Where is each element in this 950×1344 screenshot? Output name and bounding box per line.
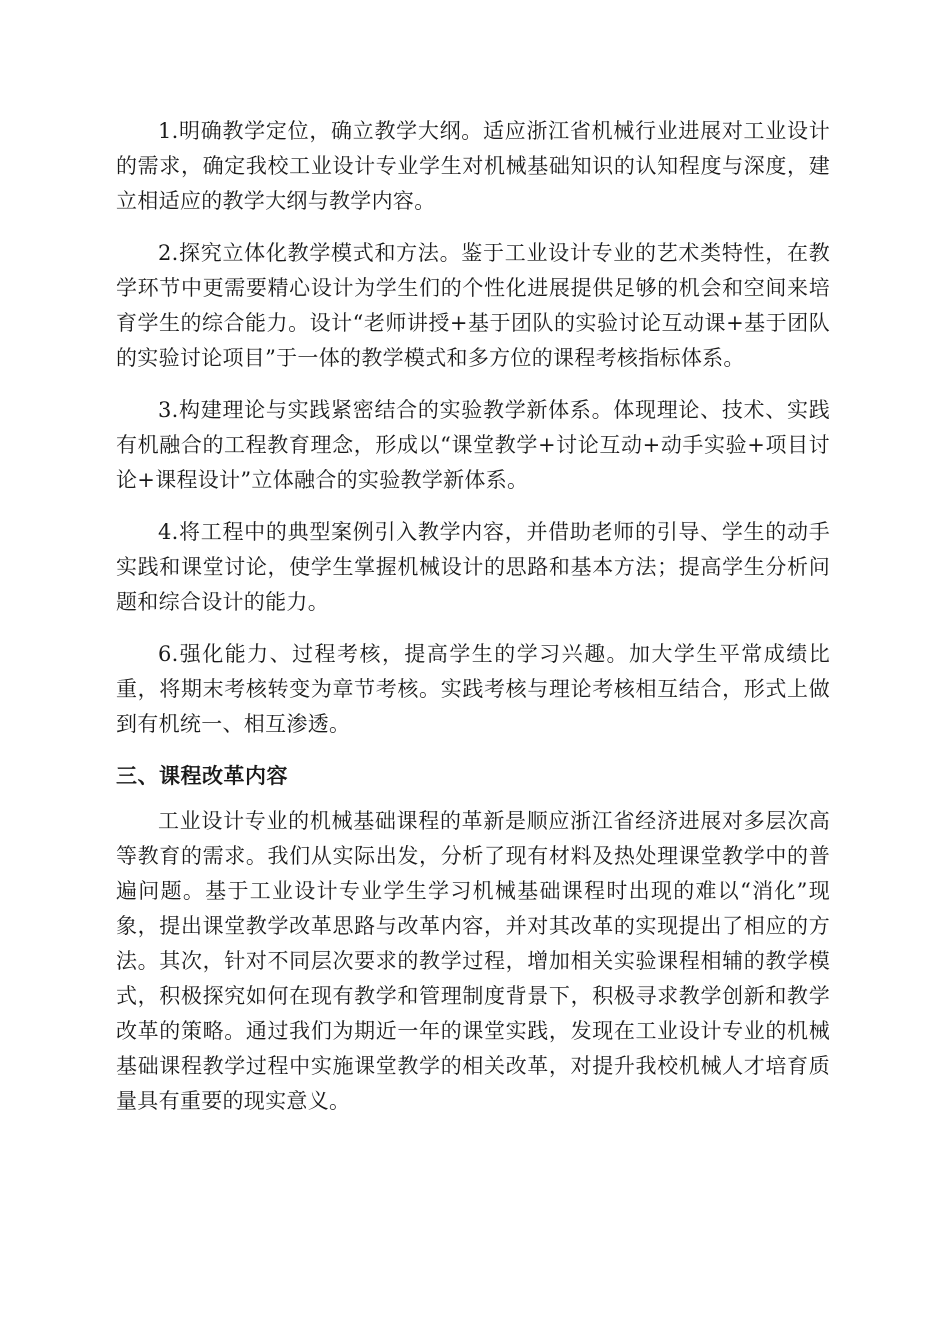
section-heading: 三、课程改革内容: [116, 764, 288, 788]
paragraph-item-4: 4.将工程中的典型案例引入教学内容，并借助老师的引导、学生的动手实践和课堂讨论，使学生掌握机械设计的思路和基本方法；提高学生分析问题和综合设计的能力。: [116, 520, 830, 614]
paragraph-item-3: 3.构建理论与实践紧密结合的实验教学新体系。体现理论、技术、实践有机融合的工程教育理念，形成以“课堂教学+讨论互动+动手实验+项目讨论+课程设计”立体融合的实验教学新体系。: [116, 398, 830, 492]
paragraph-item-1: 1.明确教学定位，确立教学大纲。适应浙江省机械行业进展对工业设计的需求，确定我校工业设计专业学生对机械基础知识的认知程度与深度，建立相适应的教学大纲与教学内容。: [116, 119, 830, 213]
section-paragraph: 工业设计专业的机械基础课程的革新是顺应浙江省经济进展对多层次高等教育的需求。我们从实际出发，分析了现有材料及热处理课堂教学中的普遍问题。基于工业设计专业学生学习机械基础课程时出现的难以“消化”现象，提出课堂教学改革思路与改革内容，并对其改革的实现提出了相应的方法。其次，针对不同层次要求的教学过程，增加相关实验课程相辅的教学模式，积极探究如何在现有教学和管理制度背景下，积极寻求教学创新和教学改革的策略。通过我们为期近一年的课堂实践，发现在工业设计专业的机械基础课程教学过程中实施课堂教学的相关改革，对提升我校机械人才培育质量具有重要的现实意义。: [116, 809, 830, 1113]
paragraph-item-6: 6.强化能力、过程考核，提高学生的学习兴趣。加大学生平常成绩比重，将期末考核转变为章节考核。实践考核与理论考核相互结合，形式上做到有机统一、相互渗透。: [116, 642, 830, 736]
document-body: [116, 114, 830, 1136]
paragraph-item-2: 2.探究立体化教学模式和方法。鉴于工业设计专业的艺术类特性，在教学环节中更需要精心设计为学生们的个性化进展提供足够的机会和空间来培育学生的综合能力。设计“老师讲授+基于团队的实验讨论互动课+基于团队的实验讨论项目”于一体的教学模式和多方位的课程考核指标体系。: [116, 241, 830, 370]
